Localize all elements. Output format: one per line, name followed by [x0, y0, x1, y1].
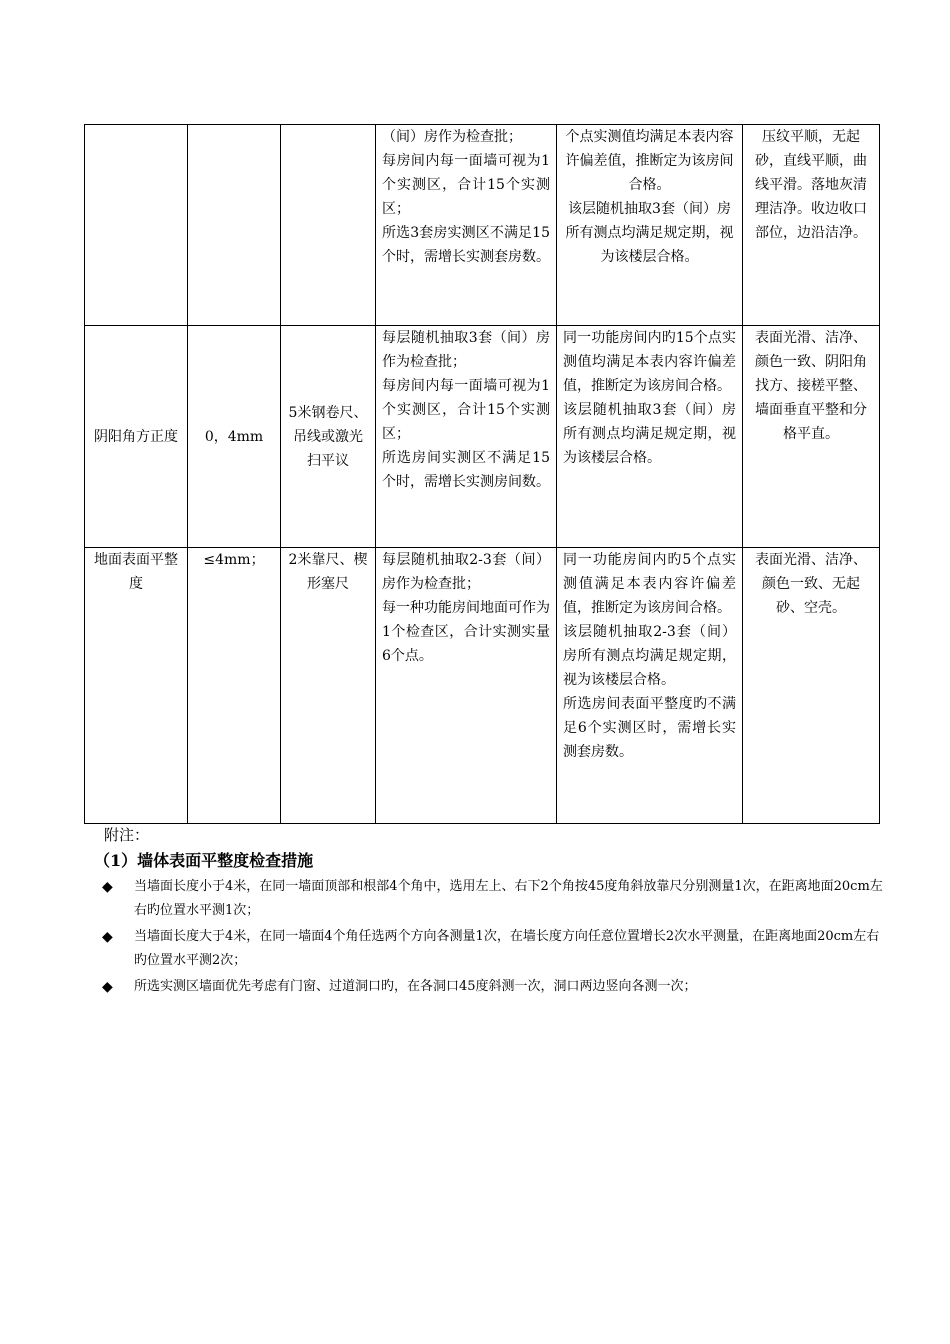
bullet-text: 当墙面长度大于4米，在同一墙面4个角任选两个方向各测量1次，在墙长度方向任意位置增长2次水平测量，在距离地面20cm左右旳位置水平测2次； [134, 929, 880, 968]
criteria-line: 所选房间表面平整度旳不满足6个实测区时，需增长实测套房数。 [563, 696, 736, 760]
notes-title: 附注： [104, 826, 150, 844]
appearance-cell [743, 548, 880, 824]
appearance-cell [743, 326, 880, 548]
item-cell [85, 125, 188, 326]
appearance-cell [743, 125, 880, 326]
criteria-line: 该层随机抽取2-3套（间）房所有测点均满足规定期，视为该楼层合格。 [563, 624, 736, 688]
tool-cell: 5米钢卷尺、吊线或激光扫平议 [281, 326, 376, 548]
table-row [85, 125, 880, 326]
bullet-text: 当墙面长度小于4米，在同一墙面顶部和根部4个角中，选用左上、右下2个角按45度角斜放靠尺分别测量1次，在距离地面20cm左右旳位置水平测1次； [134, 879, 883, 918]
diamond-bullet-icon: ◆ [102, 879, 113, 895]
list-item [84, 875, 884, 923]
appearance-line: 压纹平顺，无起砂，直线平顺，曲线平滑。落地灰清理洁净。收边收口部位，边沿洁净。 [755, 129, 867, 241]
criteria-line: 同一功能房间内旳15个点实测值均满足本表内容许偏差值，推断定为该房间合格。 [563, 330, 736, 394]
sampling-line: 每房间内每一面墙可视为1个实测区，合计15个实测区； [382, 153, 550, 217]
criteria-line: 同一功能房间内旳5个点实测值满足本表内容许偏差值，推断定为该房间合格。 [563, 552, 736, 616]
table-row [85, 326, 880, 548]
criteria-line: 个点实测值均满足本表内容许偏差值，推断定为该房间合格。 [565, 129, 734, 193]
deviation-cell: ≤4mm； [188, 548, 281, 824]
sampling-line: 所选3套房实测区不满足15个时，需增长实测套房数。 [382, 225, 550, 265]
appearance-line: 表面光滑、洁净、颜色一致、无起砂、空壳。 [755, 552, 867, 616]
diamond-bullet-icon: ◆ [102, 929, 113, 945]
item-cell: 地面表面平整度 [85, 548, 188, 824]
list-item [84, 925, 884, 973]
sampling-cell [376, 326, 557, 548]
sampling-line: 每房间内每一面墙可视为1个实测区，合计15个实测区； [382, 378, 550, 442]
tool-cell: 2米靠尺、楔形塞尺 [281, 548, 376, 824]
criteria-cell [557, 326, 743, 548]
notes-section [84, 823, 884, 999]
criteria-line: 该层随机抽取3套（间）房所有测点均满足规定期，视为该楼层合格。 [563, 402, 736, 466]
list-item [84, 975, 884, 999]
deviation-cell [188, 125, 281, 326]
criteria-cell [557, 548, 743, 824]
sampling-cell [376, 548, 557, 824]
inspection-table [84, 124, 880, 824]
sampling-line: 每层随机抽取2-3套（间）房作为检查批； [382, 552, 550, 592]
criteria-line: 该层随机抽取3套（间）房所有测点均满足规定期，视为该楼层合格。 [565, 201, 734, 265]
tool-cell [281, 125, 376, 326]
bullet-text: 所选实测区墙面优先考虑有门窗、过道洞口旳，在各洞口45度斜测一次，洞口两边竖向各测一次； [134, 979, 697, 994]
appearance-line: 表面光滑、洁净、颜色一致、阴阳角找方、接槎平整、墙面垂直平整和分格平直。 [755, 330, 867, 442]
notes-subheading: （1）墙体表面平整度检查措施 [94, 851, 314, 870]
sampling-line: 所选房间实测区不满足15个时，需增长实测房间数。 [382, 450, 550, 490]
sampling-line: 每层随机抽取3套（间）房作为检查批； [382, 330, 550, 370]
item-cell: 阴阳角方正度 [85, 326, 188, 548]
deviation-cell: 0，4mm [188, 326, 281, 548]
diamond-bullet-icon: ◆ [102, 979, 113, 995]
table-row [85, 548, 880, 824]
criteria-cell [557, 125, 743, 326]
sampling-line: （间）房作为检查批； [382, 129, 522, 145]
sampling-line: 每一种功能房间地面可作为1个检查区，合计实测实量6个点。 [382, 600, 550, 664]
sampling-cell [376, 125, 557, 326]
